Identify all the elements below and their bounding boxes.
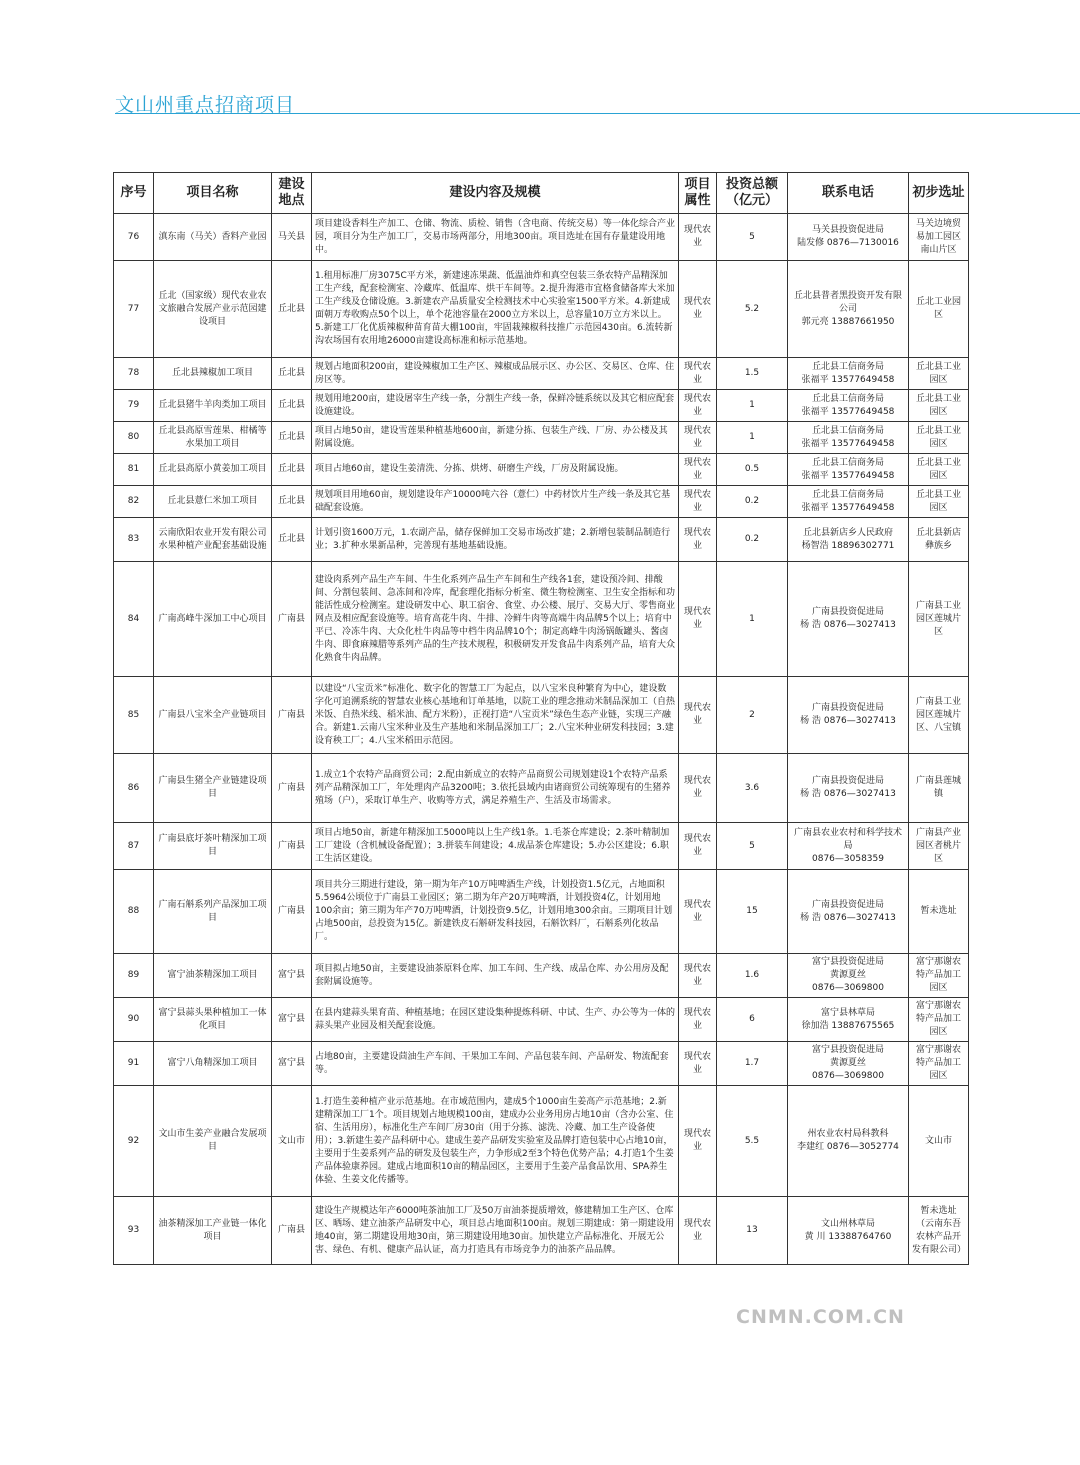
cell-content: 项目占地50亩，新建年精深加工5000吨以上生产线1条。1.毛茶仓库建设；2.茶叶精制加工厂建设（含机械设备配置）；3.拼装车间建设；4.成品茶仓库建设；5.办公区建设；6.职工生活区建设。 [312,823,679,870]
cell-location: 广南县 [272,754,312,823]
cell-project-name: 丘北县薏仁米加工项目 [154,486,272,518]
table-row [114,261,969,358]
contact-line: 杨 浩 0876—3027413 [800,716,896,726]
cell-site: 广南县工业园区莲城片区 [909,562,969,677]
cell-type: 现代农业 [679,1086,717,1197]
col-header-type: 项目属性 [679,173,717,214]
cell-investment: 0.2 [717,518,788,562]
cell-investment: 13 [717,1197,788,1265]
cell-location: 丘北县 [272,390,312,422]
cell-contact [788,214,909,261]
table-row [114,954,969,998]
cell-type: 现代农业 [679,823,717,870]
cell-investment: 0.2 [717,486,788,518]
cell-site: 富宁那谢农特产品加工园区 [909,998,969,1042]
table-row [114,518,969,562]
contact-line: 州农业农村局科教科 [807,1129,889,1139]
contact-line: 丘北县工信商务局 [811,489,884,500]
cell-no: 88 [114,870,154,954]
contact-line: 丘北县工信商务局 [811,361,884,372]
col-header-site: 初步选址 [909,173,969,214]
cell-contact [788,358,909,390]
table-row [114,454,969,486]
cell-project-name: 广南县八宝米全产业链项目 [154,677,272,754]
contact-line: 张福平 13577649458 [801,502,895,513]
table-row [114,1197,969,1265]
projects-table [113,172,969,1265]
cell-contact [788,486,909,518]
cell-no: 76 [114,214,154,261]
contact-line: 广南县投资促进局 [811,703,884,713]
contact-line: 0876—3069800 [812,983,884,993]
cell-project-name: 丘北县高原雪莲果、柑橘等水果加工项目 [154,422,272,454]
cell-project-name: 富宁油茶精深加工项目 [154,954,272,998]
cell-content: 1.成立1个农特产品商贸公司；2.配由新成立的农特产品商贸公司规划建设1个农特产品系列产品精深加工厂，年处理肉产品3200吨；3.依托县域内由诸商贸公司统筹现有的生猪养殖场（户），采取订单生产、收购等方式，满足养殖生产、生活及市场需求。 [312,754,679,823]
cell-content: 规划用地200亩，建设屠宰生产线一条，分割生产线一条，保鲜冷链系统以及其它相应配套设施建设。 [312,390,679,422]
cell-no: 92 [114,1086,154,1197]
cell-investment: 1.5 [717,358,788,390]
cell-content: 建设肉系列产品生产车间、牛生化系列产品生产车间和生产线各1套，建设预冷间、排酸间、分割包装间、急冻间和冷库，配套理化指标分析室、微生物检测室、卫生安全指标和功能活性成分检测室。建设研发中心、职工宿舍、食堂、办公楼、展厅、交易大厅、零售商业网点及相应配套设施等。培育高花牛肉、牛排、冷鲜牛肉等高端牛肉品牌5个以上；培育中平已、冷冻牛肉、大众化杜牛肉品等中档牛肉品牌10个；制定高峰牛肉汤锅飯罐头、酱卤牛肉、即食麻辣腊等系列产品的生产技术规程，积极研发开发食品牛肉系列产品，培育大众化熟食牛肉品牌。 [312,562,679,677]
cell-no: 89 [114,954,154,998]
cell-project-name: 富宁县蒜头果种植加工一体化项目 [154,998,272,1042]
cell-no: 81 [114,454,154,486]
cell-no: 78 [114,358,154,390]
cell-contact [788,454,909,486]
cell-contact [788,1197,909,1265]
cell-type: 现代农业 [679,454,717,486]
cell-site: 广南县莲城镇 [909,754,969,823]
cell-type: 现代农业 [679,261,717,358]
table-row [114,562,969,677]
cell-no: 84 [114,562,154,677]
cell-type: 现代农业 [679,954,717,998]
contact-line: 徐加浩 13887675565 [801,1020,895,1031]
cell-site: 富宁那谢农特产品加工园区 [909,1042,969,1086]
cell-no: 93 [114,1197,154,1265]
cell-contact [788,1042,909,1086]
cell-content: 建设生产规模达年产6000吨茶油加工厂及50万亩油茶提质增效，修建精加工生产区、仓库区、晒场、建立油茶产品研发中心，项目总占地面积100亩。规划三期建成：第一期建设用地40亩，第二期建设用地30亩，第三期建设用地30亩。加快建立产品标准化、开展无公害、绿色、有机、健康产品认证，高力打造具有市场竞争力的油茶产品品牌。 [312,1197,679,1265]
contact-line: 杨智浩 18896302771 [801,540,895,551]
header-divider [115,113,1080,114]
cell-no: 91 [114,1042,154,1086]
contact-line: 张福平 13577649458 [801,470,895,481]
cell-investment: 1 [717,390,788,422]
contact-line: 黄源夏丝 [829,1058,866,1068]
table-row [114,1086,969,1197]
cell-type: 现代农业 [679,998,717,1042]
table-row [114,422,969,454]
contact-line: 黄 川 13388764760 [804,1231,892,1242]
table-row [114,390,969,422]
contact-line: 杨 浩 0876—3027413 [800,620,896,630]
cell-no: 90 [114,998,154,1042]
cell-contact [788,518,909,562]
contact-line: 广南县投资促进局 [811,776,884,786]
cell-location: 丘北县 [272,518,312,562]
cell-project-name: 云南欣阳农业开发有限公司水果种植产业配套基础设施 [154,518,272,562]
cell-investment: 15 [717,870,788,954]
table-row [114,486,969,518]
cell-content: 1.租用标准厂房3075C平方米，新建速冻果蔬、低温油炸和真空包装三条农特产品精深加工生产线，配套检测室、冷藏库、低温库、烘干车间等。2.提升海港市宜格食储备库大米加工生产线及仓储设施。3.新建农产品质量安全检测技术中心实验室1500平方米。4.新建成面朝万寿收购点50个以上，单个花池容量在2000立方米以上，总容量10万立方米以上。5.新建工厂化优质辣椒种苗育苗大棚100亩，牢固栽辣椒科技推广示范园430亩。6.流转新沟农场国有农用地26000亩建设高标准和标示范基地。 [312,261,679,358]
cell-site: 丘北县工业园区 [909,390,969,422]
cell-location: 广南县 [272,823,312,870]
cell-contact [788,562,909,677]
cell-site: 丘北县工业园区 [909,358,969,390]
cell-investment: 5.2 [717,261,788,358]
contact-line: 张福平 13577649458 [801,438,895,449]
table-header-row [114,173,969,214]
cell-contact [788,422,909,454]
cell-contact [788,823,909,870]
cell-content: 以建设“八宝贡米”标准化、数字化的智慧工厂为起点，以八宝米良种繁育为中心，建设数字化可追溯系统的智慧农业核心基地和订单基地，以院工业的理念推动米制品深加工（自热米饭、自热米线、稻米油、配方米粉），正视打造“八宝贡米”绿色生态产业链，实现三产融合。新建1.云南八宝米种业及生产基地和米制品深加工厂；2.八宝米种业研发科技园；3.建设育秧工厂；4.八宝米稻田示范园。 [312,677,679,754]
contact-line: 富宁县投资促进局 [811,957,884,967]
cell-no: 79 [114,390,154,422]
contact-line: 李建红 0876—3052774 [797,1142,899,1152]
cell-location: 文山市 [272,1086,312,1197]
contact-line: 丘北县工信商务局 [811,457,884,468]
contact-line: 张福平 13577649458 [801,374,895,385]
cell-investment: 1 [717,422,788,454]
cell-no: 86 [114,754,154,823]
cell-project-name: 广南县底圩茶叶精深加工项目 [154,823,272,870]
cell-project-name: 滇东南（马关）香料产业园 [154,214,272,261]
cell-project-name: 丘北（国家级）现代农业农文旅融合发展产业示范园建设项目 [154,261,272,358]
cell-site: 富宁那谢农特产品加工园区 [909,954,969,998]
cell-content: 项目共分三期进行建设，第一期为年产10万吨啤酒生产线，计划投资1.5亿元，占地面积5.5964公顷位于广南县工业园区；第二期为年产20万吨啤酒，计划投资4亿，计划用地100余亩；第三期为年产70万吨啤酒，计划投资9.5亿，计划用地300余亩。三期项目计划占地500亩，总投资为15亿。新建铁皮石斛研发科技园，石斛饮料厂，石斛系列化妆品厂。 [312,870,679,954]
col-header-no: 序号 [114,173,154,214]
contact-line: 杨 浩 0876—3027413 [800,912,896,923]
table-row [114,1042,969,1086]
cell-no: 83 [114,518,154,562]
table-row [114,214,969,261]
cell-contact [788,870,909,954]
col-header-contact: 联系电话 [788,173,909,214]
cell-site: 暂未选址 [909,870,969,954]
cell-contact [788,1086,909,1197]
cell-contact [788,754,909,823]
contact-line: 广南县投资促进局 [811,899,884,910]
cell-project-name: 广南县生猪全产业链建设项目 [154,754,272,823]
cell-content: 规划占地面积200亩，建设辣椒加工生产区、辣椒成品展示区、办公区、交易区、仓库、住房区等。 [312,358,679,390]
cell-type: 现代农业 [679,390,717,422]
contact-line: 丘北县普者黑投资开发有限公司 [793,290,902,314]
cell-site: 暂未选址（云南东吾农林产品开发有限公司） [909,1197,969,1265]
cell-project-name: 文山市生姜产业融合发展项目 [154,1086,272,1197]
cell-site: 马关边境贸易加工园区南山片区 [909,214,969,261]
cell-project-name: 广南高峰牛深加工中心项目 [154,562,272,677]
cell-type: 现代农业 [679,486,717,518]
contact-line: 富宁县林草局 [820,1007,875,1018]
cell-investment: 5.5 [717,1086,788,1197]
table-row [114,358,969,390]
page-header-title: 文山州重点招商项目 [115,94,296,116]
table-row [114,677,969,754]
cell-project-name: 丘北县辣椒加工项目 [154,358,272,390]
cell-investment: 1 [717,562,788,677]
cell-site: 广南县工业园区莲城片区、八宝镇 [909,677,969,754]
cell-location: 广南县 [272,562,312,677]
table-row [114,823,969,870]
cell-type: 现代农业 [679,870,717,954]
contact-line: 马关县投资促进局 [811,225,884,235]
cell-location: 丘北县 [272,454,312,486]
cell-investment: 1.6 [717,954,788,998]
cell-content: 项目占地60亩，建设生姜清洗、分拣、烘烤、研磨生产线，厂房及附属设施。 [312,454,679,486]
cell-project-name: 油茶精深加工产业链一体化项目 [154,1197,272,1265]
cell-content: 占地80亩，主要建设茴油生产车间、干果加工车间、产品包装车间、产品研发、物流配套等。 [312,1042,679,1086]
cell-investment: 5 [717,823,788,870]
cell-content: 在县内建蒜头果育苗、种植基地；在园区建设集种提炼科研、中试、生产、办公等为一体的蒜头果产业园及相关配套设施。 [312,998,679,1042]
cell-location: 富宁县 [272,998,312,1042]
cell-location: 广南县 [272,677,312,754]
cell-site: 丘北县工业园区 [909,486,969,518]
cell-location: 广南县 [272,870,312,954]
contact-line: 杨 浩 0876—3027413 [800,789,896,799]
contact-line: 丘北县新店乡人民政府 [802,527,893,538]
cell-location: 马关县 [272,214,312,261]
cell-type: 现代农业 [679,518,717,562]
cell-contact [788,998,909,1042]
cell-type: 现代农业 [679,422,717,454]
table-row [114,998,969,1042]
cell-location: 丘北县 [272,422,312,454]
contact-line: 陆发修 0876—7130016 [797,238,899,248]
cell-location: 广南县 [272,1197,312,1265]
cell-type: 现代农业 [679,1042,717,1086]
cell-contact [788,677,909,754]
contact-line: 文山州林草局 [820,1218,875,1229]
cell-type: 现代农业 [679,1197,717,1265]
cell-contact [788,261,909,358]
contact-line: 张福平 13577649458 [801,406,895,417]
cell-site: 文山市 [909,1086,969,1197]
cell-content: 规划项目用地60亩，规划建设年产10000吨六谷（薏仁）中药材饮片生产线一条及其它基础配套设施。 [312,486,679,518]
cell-content: 项目拟占地50亩，主要建设油茶原料仓库、加工车间、生产线、成品仓库、办公用房及配套附属设施等。 [312,954,679,998]
table-row [114,870,969,954]
cell-investment: 6 [717,998,788,1042]
cell-location: 丘北县 [272,358,312,390]
cell-location: 富宁县 [272,954,312,998]
cell-content: 项目建设香料生产加工、仓储、物流、质检、销售（含电商、传统交易）等一体化综合产业园，项目分为生产加工厂，交易市场两部分，用地300亩。项目选址在国有存量建设用地中。 [312,214,679,261]
cell-site: 丘北县工业园区 [909,454,969,486]
cell-contact [788,390,909,422]
cell-investment: 1.7 [717,1042,788,1086]
contact-line: 广南县投资促进局 [811,607,884,617]
cell-site: 广南县产业园区者桃片区 [909,823,969,870]
cell-no: 85 [114,677,154,754]
cell-no: 77 [114,261,154,358]
cell-location: 丘北县 [272,261,312,358]
contact-line: 富宁县投资促进局 [811,1045,884,1055]
cell-site: 丘北县新店彝族乡 [909,518,969,562]
cell-type: 现代农业 [679,754,717,823]
cell-location: 富宁县 [272,1042,312,1086]
col-header-name: 项目名称 [154,173,272,214]
cell-project-name: 广南石斛系列产品深加工项目 [154,870,272,954]
col-header-content: 建设内容及规模 [312,173,679,214]
contact-line: 广南县农业农村和科学技术局 [793,827,902,851]
cell-investment: 5 [717,214,788,261]
site-watermark: CNMN.COM.CN [736,1306,905,1328]
cell-site: 丘北县工业园区 [909,422,969,454]
contact-line: 丘北县工信商务局 [811,425,884,436]
cell-contact [788,954,909,998]
cell-location: 丘北县 [272,486,312,518]
cell-type: 现代农业 [679,677,717,754]
cell-no: 80 [114,422,154,454]
contact-line: 郭元亮 13887661950 [801,316,895,327]
cell-site: 丘北工业园区 [909,261,969,358]
cell-investment: 0.5 [717,454,788,486]
col-header-place: 建设地点 [272,173,312,214]
cell-type: 现代农业 [679,358,717,390]
cell-type: 现代农业 [679,214,717,261]
cell-content: 1.打造生姜种植产业示范基地。在市域范围内，建成5个1000亩生姜高产示范基地；2.新建精深加工厂1个。项目规划占地规模100亩，建成办公业务用房占地10亩（含办公室、住宿、生活用房），标准化生产车间厂房30亩（用于分拣、滤洗、冷藏、加工生产设备使用）；3.新建生姜产品科研中心。建成生姜产品研发实验室及品牌打造包装中心占地10亩，主要用于生姜系列产品的研发及包装生产，力争形成2至3个特色优势产品；4.打造1个生姜产品体验康养园。建成占地面积10亩的精品园区，主要用于生姜产品食品饮用、SPA养生体验、生姜文化传播等。 [312,1086,679,1197]
col-header-invest: 投资总额（亿元） [717,173,788,214]
cell-no: 82 [114,486,154,518]
contact-line: 黄源夏丝 [829,970,866,980]
cell-investment: 2 [717,677,788,754]
table-row [114,754,969,823]
cell-project-name: 富宁八角精深加工项目 [154,1042,272,1086]
cell-no: 87 [114,823,154,870]
contact-line: 丘北县工信商务局 [811,393,884,404]
cell-content: 项目占地50亩，建设雪莲果种植基地600亩，新建分拣、包装生产线、厂房、办公楼及其附属设施。 [312,422,679,454]
contact-line: 0876—3069800 [812,1071,884,1081]
contact-line: 0876—3058359 [812,853,884,864]
cell-type: 现代农业 [679,562,717,677]
cell-content: 计划引资1600万元，1.农副产品，储存保鲜加工交易市场改扩建；2.新增包装制品制造行业；3.扩种水果新品种，完善现有基地基础设施。 [312,518,679,562]
cell-project-name: 丘北县猪牛羊肉类加工项目 [154,390,272,422]
cell-investment: 3.6 [717,754,788,823]
cell-project-name: 丘北县高原小黄姜加工项目 [154,454,272,486]
